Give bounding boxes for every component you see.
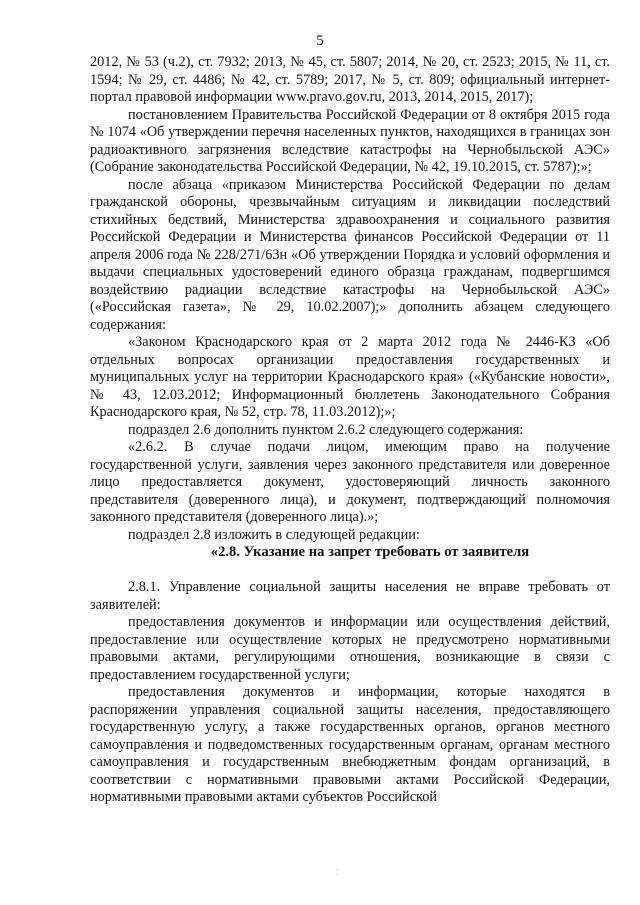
paragraph-subsection-2-6: подраздел 2.6 дополнить пунктом 2.6.2 следующего содержания: [128,421,524,438]
paragraph-2-8-1: 2.8.1. Управление социальной защиты населения не вправе требовать от заявителей: [90,579,610,613]
spacer [90,562,610,580]
paragraph-krasnodar-law: «Законом Краснодарского края от 2 марта 2012 года № 2446-КЗ «Об отдельных вопросах организации предоставления государственных и муниципальных услуг на территории Краснодарского края» («Кубанские новости», № 43, 12.03.2012; Информационный бюллетень Законодательного Собрания Краснодарского края, № 52, стр. 78, 11.03.2012);»; [90,334,610,420]
paragraph-not-provided-documents: предоставления документов и информации или осуществления действий, предоставление или осуществление которых не предусмотрено нормативными правовыми актами, регулирующими отношения, возникающие в связи с предоставлением государственной услуги; [90,614,610,683]
paragraph-after-order: после абзаца «приказом Министерства Российской Федерации по делам гражданской обороны, чрезвычайным ситуациям и ликвидации последствий стихийных бедствий, Министерства здравоохранения и социального развития Российской Федерации и Министерства финансов Российской Федерации от 11 апреля 2006 года № 228/271/63н «Об утверждении Порядка и условий оформления и выдачи специальных удостоверений единого образца гражданам, подвергшимся воздействию радиации вследствие катастрофы на Чернобыльской АЭС» («Российская газета», № 29, 10.02.2007);» дополнить абзацем следующего содержания: [90,176,610,333]
document-body [90,54,610,807]
paragraph-2-6-2: «2.6.2. В случае подачи лицом, имеющим право на получение государственной услуги, заявления через законного представителя или доверенное лицо предоставляется документ, удостоверяющий личность законного представителя (доверенного лица), и документ, подтверждающий полномочия законного представителя (доверенного лица).»; [90,439,610,525]
section-heading-2-8: «2.8. Указание на запрет требовать от заявителя [210,544,530,560]
paragraph-continuation: 2012, № 53 (ч.2), ст. 7932; 2013, № 45, ст. 5807; 2014, № 20, ст. 2523; 2015, № 11, ст. 1594; № 29, ст. 4486; № 42, ст. 5789; 2017, № 5, ст. 809; официальный интернет-портал правовой информации www.pravo.gov.ru, 2013, 2014, 2015, 2017); [90,54,610,105]
paragraph-subsection-2-8: подраздел 2.8 изложить в следующей редакции: [128,526,420,543]
scan-speck: ⁚ [336,868,339,877]
page-number: 5 [316,33,324,49]
paragraph-government-decree: постановлением Правительства Российской Федерации от 8 октября 2015 года № 1074 «Об утверждении перечня населенных пунктов, находящихся в границах зон радиоактивного загрязнения вследствие катастрофы на Чернобыльской АЭС» (Собрание законодательства Российской Федерации, № 42, 19.10.2015, ст. 5787);»; [90,106,610,175]
paragraph-documents-in-possession: предоставления документов и информации, которые находятся в распоряжении управления социальной защиты населения, предоставляющего государственную услугу, а также государственных органов, органов местного самоуправления и подведомственных государственным органам, органам местного самоуправления и государственным внебюджетным фондам организаций, в соответствии с нормативными правовыми актами Российской Федерации, нормативными правовыми актами субъектов Российской [90,684,610,805]
